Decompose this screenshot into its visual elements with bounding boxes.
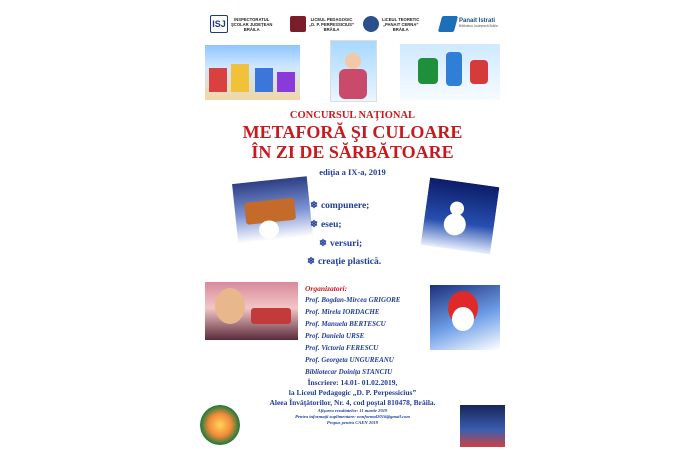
organizer-name: Bibliotecar Doiniţa STANCIU — [305, 368, 393, 376]
organizers-label: Organizatori: — [305, 284, 348, 293]
edition-label: ediţia a IX-a, 2019 — [319, 167, 386, 177]
title-line-1: METAFORĂ ŞI CULOARE — [242, 122, 463, 142]
painting-snow-house — [232, 176, 313, 244]
caen-note: Propus pentru CAEN 2019 — [326, 420, 379, 425]
isj-mark: ISJ — [210, 15, 228, 33]
snowflake-icon: ❄ — [310, 220, 318, 230]
organizer-name: Prof. Mirela IORDACHE — [305, 308, 380, 316]
organizer-name: Prof. Bogdan-Mircea GRIGORE — [305, 296, 401, 304]
lp-line1: LICEUL PEDAGOGIC — [310, 16, 353, 22]
results-date: Afişarea rezultatelor: 11 martie 2019 — [317, 408, 388, 413]
organizer-name: Prof. Daniela URSE — [305, 332, 365, 340]
lt-line3: BRĂILA — [392, 26, 409, 32]
liceul-pedagogic-logo — [290, 10, 354, 38]
title-line-2: ÎN ZI DE SĂRBĂTOARE — [251, 142, 454, 162]
painting-snowman-night — [418, 175, 501, 257]
painting-winter-girl — [330, 40, 377, 102]
contest-title — [195, 122, 510, 162]
painting-village-carol — [205, 45, 300, 100]
emblem-icon — [363, 16, 379, 32]
isj-line2: ŞCOLAR JUDEŢEAN — [231, 21, 273, 27]
library-icon — [438, 16, 458, 32]
organizers-block — [305, 284, 435, 376]
section-item: ❄ versuri; — [319, 239, 363, 249]
liceul-teoretic-logo — [363, 10, 419, 38]
organizer-name: Prof. Victoria FERESCU — [305, 344, 379, 352]
crest-icon — [290, 16, 306, 32]
section-item: ❄ eseu; — [310, 220, 342, 230]
painting-girl-winter-village — [205, 282, 298, 340]
isj-logo — [210, 10, 272, 38]
contest-label: CONCURSUL NAŢIONAL — [289, 110, 416, 121]
lt-line2: „PANAIT CERNA” — [382, 21, 419, 27]
contact-email: Pentru informaţii suplimentare: nonformal2016@gmail.com — [295, 414, 410, 419]
pi-sub: Biblioteca Judeţeană Brăila — [459, 24, 498, 28]
isj-line1: INSPECTORATUL — [234, 16, 270, 22]
isj-line3: BRĂILA — [243, 26, 260, 32]
snowflake-icon: ❄ — [307, 257, 315, 267]
lt-line1: LICEUL TEORETIC — [382, 16, 420, 22]
lp-line2: „D. P. PERPESSICIUS” — [309, 21, 355, 27]
registration-dates: Înscriere: 14.01- 01.02.2019, — [307, 378, 398, 387]
section-item: ❄ creaţie plastică. — [307, 257, 382, 267]
painting-santa-claus — [430, 285, 500, 350]
pi-name: Panait Istrati — [459, 18, 496, 24]
organizer-name: Prof. Georgeta UNGUREANU — [305, 356, 394, 364]
registration-address: Aleea Învăţătorilor, Nr. 4, cod poştal 810478, Brăila. — [269, 398, 436, 407]
lp-line3: BRĂILA — [323, 26, 340, 32]
registration-info — [195, 378, 510, 426]
panait-istrati-logo — [440, 10, 498, 38]
snowflake-icon: ❄ — [310, 201, 318, 211]
painting-ski-children — [400, 44, 500, 100]
snowflake-icon: ❄ — [319, 239, 327, 249]
section-item: ❄ compunere; — [310, 201, 370, 211]
poster — [195, 0, 510, 450]
registration-place: la Liceul Pedagogic „D. P. Perpessicius” — [288, 388, 417, 397]
organizer-name: Prof. Manuela BERTESCU — [305, 320, 386, 328]
